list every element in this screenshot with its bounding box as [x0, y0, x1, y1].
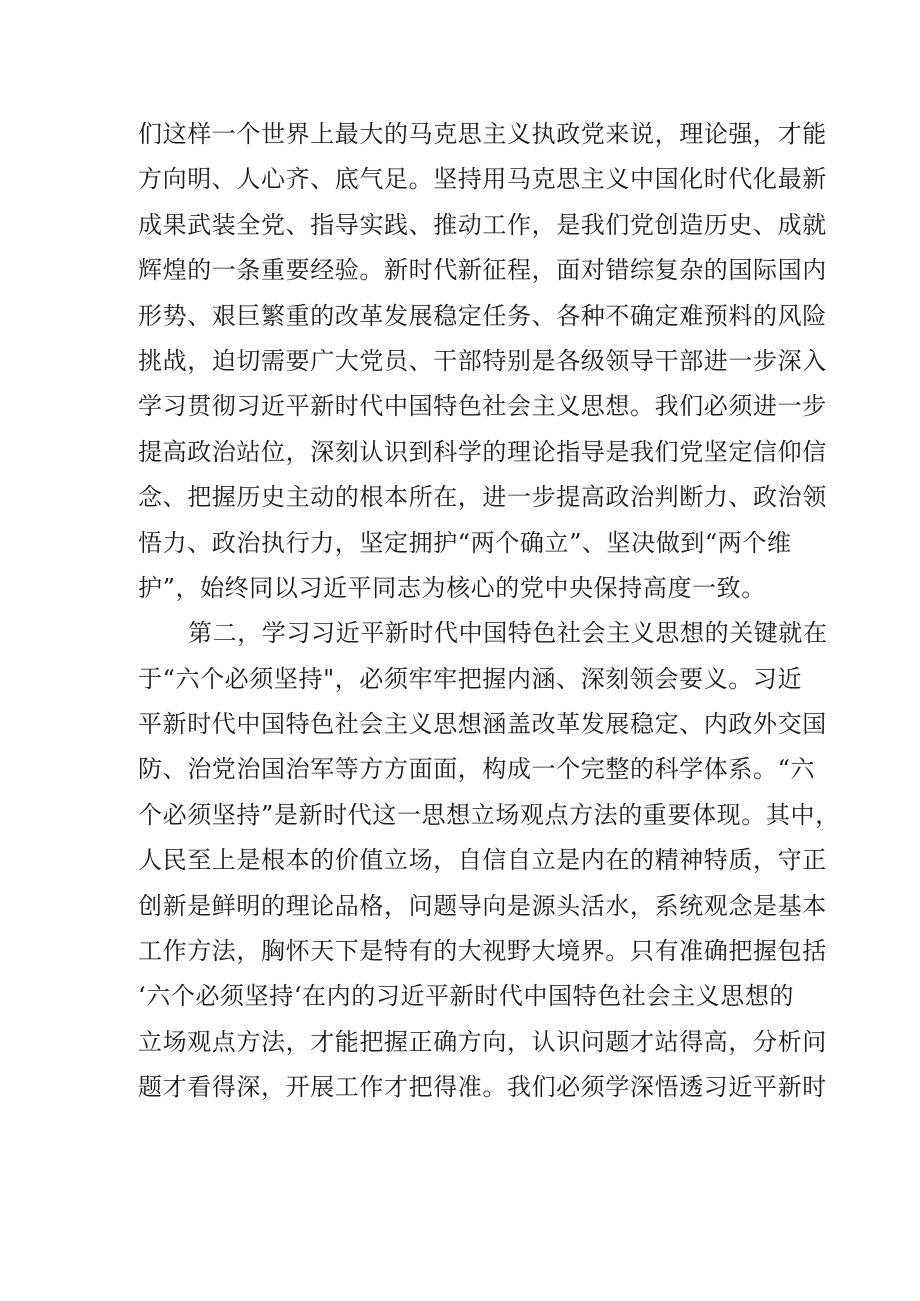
text-line: 个必须坚持”是新时代这一思想立场观点方法的重要体现。其中，	[138, 800, 840, 829]
text-line: 提高政治站位，深刻认识到科学的理论指导是我们党坚定信仰信	[138, 437, 827, 466]
paragraph-1	[138, 112, 827, 611]
text-line: 工作方法，胸怀天下是特有的大视野大境界。只有准确把握包括	[138, 937, 827, 966]
text-line: 人民至上是根本的价值立场，自信自立是内在的精神特质，守正	[138, 846, 827, 875]
text-line: 创新是鲜明的理论品格，问题导向是源头活水，系统观念是基本	[138, 891, 827, 920]
text-line: 辉煌的一条重要经验。新时代新征程，面对错综复杂的国际国内	[138, 256, 827, 285]
text-line: 们这样一个世界上最大的马克思主义执政党来说，理论强，才能	[138, 120, 827, 148]
text-line: 护”，始终同以习近平同志为核心的党中央保持高度一致。	[138, 573, 766, 602]
text-line: 成果武装全党、指导实践、推动工作，是我们党创造历史、成就	[138, 210, 827, 239]
text-line: 念、把握历史主动的根本所在，进一步提高政治判断力、政治领	[138, 483, 827, 512]
text-line: 形势、艰巨繁重的改革发展稳定任务、各种不确定难预料的风险	[138, 301, 827, 330]
text-line: 平新时代中国特色社会主义思想涵盖改革发展稳定、内政外交国	[138, 710, 827, 739]
document-body	[138, 112, 840, 1111]
text-line: 第二，学习习近平新时代中国特色社会主义思想的关键就在	[188, 619, 828, 648]
text-line: 悟力、政治执行力，坚定拥护“两个确立”、坚决做到“两个维	[138, 528, 792, 557]
paragraph-2	[138, 611, 840, 1110]
text-line: 挑战，迫切需要广大党员、干部特别是各级领导干部进一步深入	[138, 346, 827, 375]
text-line: ‘六个必须坚持‘在内的习近平新时代中国特色社会主义思想的	[138, 982, 795, 1011]
text-line: 立场观点方法，才能把握正确方向，认识问题才站得高，分析问	[138, 1027, 827, 1056]
text-line: 于“六个必须坚持"，必须牢牢把握内涵、深刻领会要义。习近	[138, 664, 803, 693]
text-line: 学习贯彻习近平新时代中国特色社会主义思想。我们必须进一步	[138, 392, 827, 421]
text-line: 题才看得深，开展工作才把得准。我们必须学深悟透习近平新时	[138, 1073, 827, 1102]
text-line: 防、治党治国治军等方方面面，构成一个完整的科学体系。“六	[138, 755, 816, 784]
text-line: 方向明、人心齐、底气足。坚持用马克思主义中国化时代化最新	[138, 165, 827, 194]
